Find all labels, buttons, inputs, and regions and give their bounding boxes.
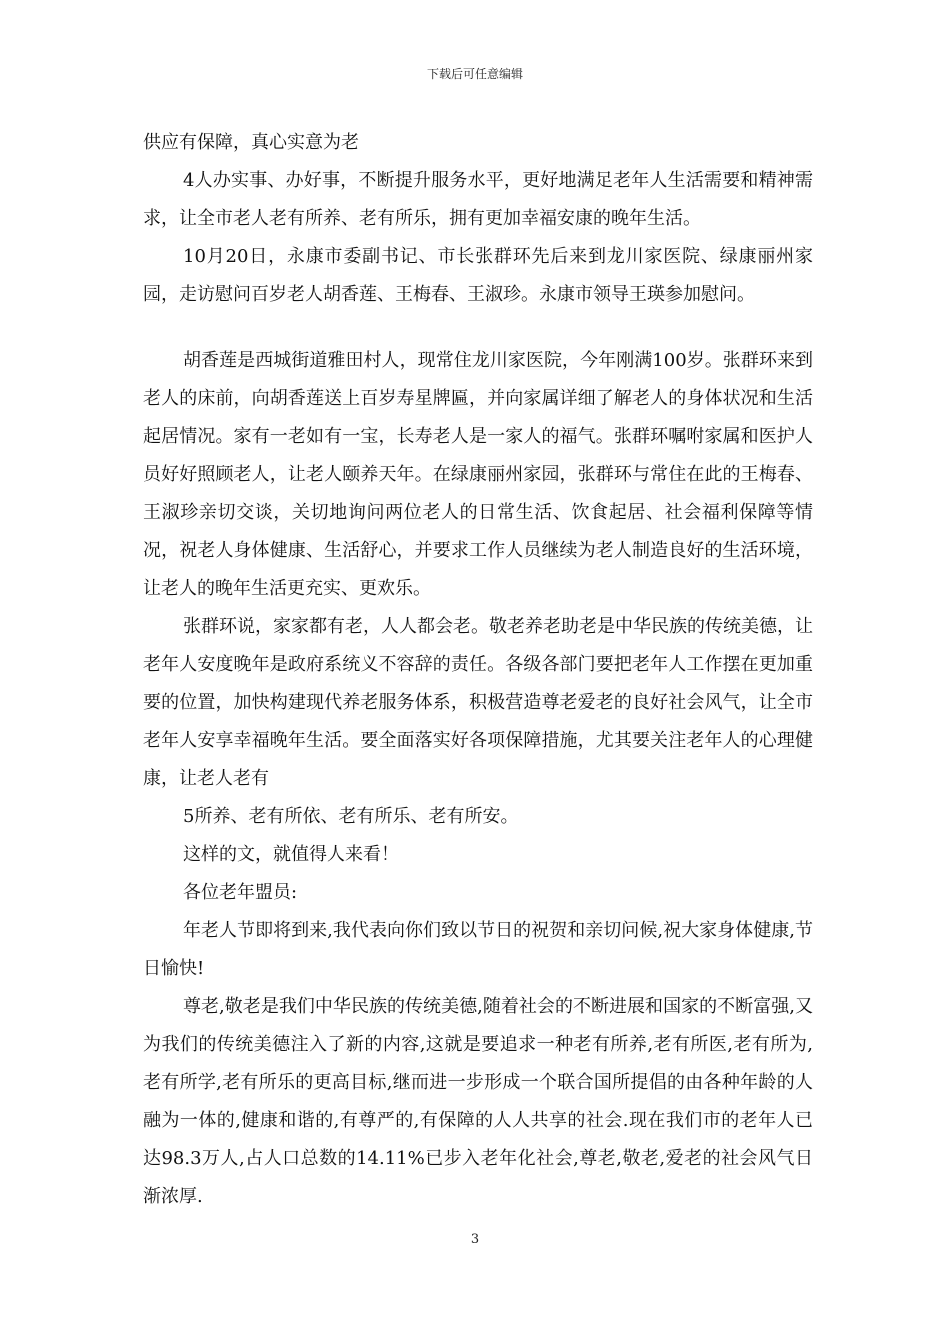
paragraph-8: 各位老年盟员: bbox=[183, 882, 298, 903]
paragraph-5: 张群环说，家家都有老，人人都会老。敬老养老助老是中华民族的传统美德，让老年人安度晚年是政府系统义不容辞的责任。各级各部门要把老年人工作摆在更加重要的位置，加快构建现代养老服务体系，积极营造尊老爱老的良好社会风气，让全市老年人安享幸福晚年生活。要全面落实好各项保障措施，尤其要关注老年人的心理健康，让老人老有 bbox=[143, 616, 813, 789]
paragraph-10: 尊老,敬老是我们中华民族的传统美德,随着社会的不断进展和国家的不断富强,又为我们的传统美德注入了新的内容,这就是要追求一种老有所养,老有所医,老有所为,老有所学,老有所乐的更高目标,继而进一步形成一个联合国所提倡的由各种年龄的人融为一体的,健康和谐的,有尊严的,有保障的人人共享的社会.现在我们市的老年人已达98.3万人,占人口总数的14.11%已步入老年化社会,尊老,敬老,爱老的社会风气日渐浓厚. bbox=[143, 996, 813, 1207]
paragraph-3: 10月20日，永康市委副书记、市长张群环先后来到龙川家医院、绿康丽州家园，走访慰问百岁老人胡香莲、王梅春、王淑珍。永康市领导王瑛参加慰问。 bbox=[143, 246, 813, 305]
paragraph-7: 这样的文，就值得人来看！ bbox=[183, 844, 399, 865]
page-number: 3 bbox=[470, 1232, 480, 1247]
paragraph-2: 4人办实事、办好事，不断提升服务水平，更好地满足老年人生活需要和精神需求，让全市老人老有所养、老有所乐，拥有更加幸福安康的晚年生活。 bbox=[143, 170, 813, 229]
document-body bbox=[143, 124, 813, 1216]
paragraph-6: 5所养、老有所依、老有所乐、老有所安。 bbox=[183, 806, 519, 827]
paragraph-4: 胡香莲是西城街道雅田村人，现常住龙川家医院，今年刚满100岁。张群环来到老人的床前，向胡香莲送上百岁寿星牌匾，并向家属详细了解老人的身体状况和生活起居情况。家有一老如有一宝，长寿老人是一家人的福气。张群环嘱咐家属和医护人员好好照顾老人，让老人颐养天年。在绿康丽州家园，张群环与常住在此的王梅春、王淑珍亲切交谈，关切地询问两位老人的日常生活、饮食起居、社会福利保障等情况，祝老人身体健康、生活舒心，并要求工作人员继续为老人制造良好的生活环境，让老人的晚年生活更充实、更欢乐。 bbox=[143, 350, 813, 599]
paragraph-1: 供应有保障，真心实意为老 bbox=[143, 132, 359, 153]
paragraph-9: 年老人节即将到来,我代表向你们致以节日的祝贺和亲切问候,祝大家身体健康,节日愉快! bbox=[143, 920, 813, 979]
page-header: 下载后可任意编辑 bbox=[426, 67, 523, 81]
